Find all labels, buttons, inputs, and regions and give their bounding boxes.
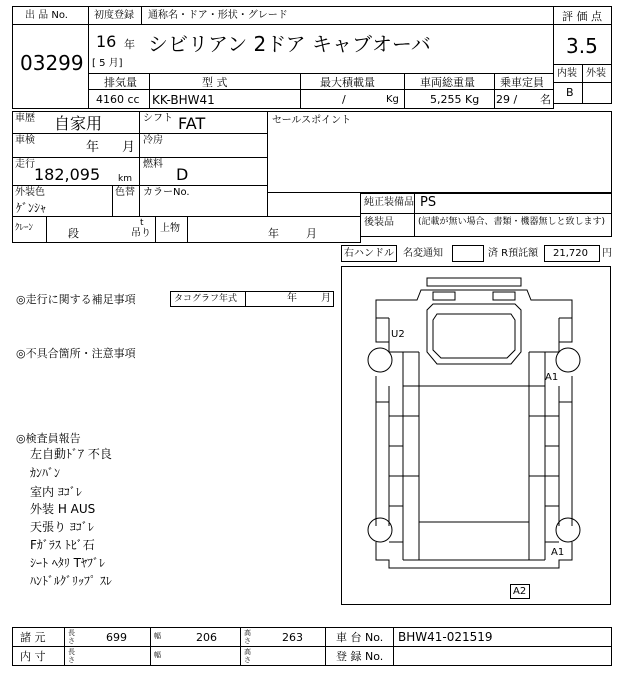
mileage-unit: km: [118, 174, 132, 184]
damage-mark-a1-front: A1: [545, 372, 559, 383]
lot-no-label: 出 品 No.: [25, 10, 68, 21]
tacho-label: タコグラフ年式: [174, 294, 238, 304]
inner-width-label: 幅: [154, 651, 161, 659]
length-label: 長さ: [68, 629, 75, 645]
history: 自家用: [54, 114, 103, 133]
exterior-color-label: 外装色: [15, 187, 45, 198]
name-change-box: [452, 245, 484, 262]
reg-label: 登 録 No.: [336, 650, 384, 663]
rear-left-wheel: [368, 518, 392, 542]
interior-grade: B: [566, 86, 574, 99]
front-lamp-left: [433, 292, 455, 300]
score: 3.5: [566, 34, 598, 58]
shift: FAT: [178, 114, 206, 133]
gross-weight: 5,255 Kg: [430, 93, 480, 106]
lot-no: 03299: [20, 51, 84, 75]
dims-label: 諸 元: [20, 631, 46, 644]
width-label: 幅: [154, 632, 161, 640]
inspector-line: Fｶﾞﾗｽ ﾄﾋﾞ石: [30, 538, 95, 552]
inspector-line: ｼｰﾄ ﾍﾀﾘ Tﾔﾌﾞﾚ: [30, 556, 105, 570]
windshield: [427, 304, 521, 364]
max-load-label: 最大積載量: [320, 76, 375, 89]
color-no-label: 色替: [115, 187, 135, 198]
mileage: 182,095: [34, 165, 101, 184]
rear-body: [376, 542, 572, 568]
height-label: 高さ: [244, 629, 251, 645]
length: 699: [106, 631, 127, 644]
chassis-label: 車 台 No.: [336, 631, 384, 644]
exterior-color: ｹﾞﾝｼｬ: [16, 201, 47, 215]
roof: [419, 386, 529, 522]
inner-height-label: 高さ: [244, 648, 251, 664]
aftermarket-note: (記載が無い場合、書類・機器無しと致します): [418, 217, 606, 227]
front-left-wheel: [368, 348, 392, 372]
sales-point-label: セールスポイント: [272, 115, 352, 126]
crane-t: t: [140, 218, 144, 228]
max-load-unit: Kg: [386, 94, 399, 105]
upper-year: 年: [268, 227, 279, 240]
upper-label: 上物: [160, 223, 180, 234]
damage-mark-u2: U2: [391, 329, 405, 340]
mileage-label: 走行: [15, 159, 35, 170]
first-reg-year: 16: [96, 32, 117, 51]
front-right-wheel: [556, 348, 580, 372]
fuel-label: 燃料: [143, 159, 163, 170]
front-lamp-right: [493, 292, 515, 300]
genuine-equipment-label: 純正装備品: [364, 197, 414, 208]
vehicle-diagram: [341, 266, 611, 605]
genuine-equipment: PS: [420, 195, 437, 210]
damage-mark-a2: A2: [513, 586, 527, 597]
first-reg-month: [ 5 月]: [92, 58, 123, 69]
inner-label: 内 寸: [20, 650, 46, 663]
chassis-no: BHW41-021519: [398, 630, 493, 644]
details-left: [12, 111, 268, 217]
displacement: 4160 cc: [96, 93, 140, 106]
type: KK-BHW41: [152, 93, 215, 107]
capacity-unit: 名: [540, 93, 551, 106]
crane-hoist: 吊り: [131, 228, 151, 239]
upper-month: 月: [306, 227, 317, 240]
windshield-inner: [433, 314, 515, 358]
tacho-month: 月: [321, 293, 331, 304]
inspection-year: 年: [86, 140, 100, 155]
inspector-line: ｶﾝﾊﾞﾝ: [30, 466, 61, 480]
exterior-label: 外装: [586, 68, 606, 79]
interior-label: 内装: [557, 68, 577, 79]
model-name: シビリアン 2ドア キャブオーバ: [148, 32, 431, 56]
recycle-unit: 円: [602, 248, 612, 259]
steering: 右ハンドル: [344, 248, 394, 259]
capacity: 29 /: [496, 93, 518, 106]
inspection-month: 月: [122, 140, 136, 155]
max-load: /: [342, 93, 346, 106]
score-label: 評 価 点: [562, 10, 602, 23]
shift-label: シフト: [143, 113, 173, 124]
history-label: 車歴: [15, 113, 35, 124]
height: 263: [282, 631, 303, 644]
ac-label: 冷房: [143, 135, 163, 146]
inspection-label: 車検: [15, 135, 35, 146]
inspector-line: 室内 ﾖｺﾞﾚ: [30, 485, 82, 499]
gross-weight-label: 車両総重量: [420, 76, 475, 89]
type-label: 型 式: [202, 76, 228, 89]
running-notes-label: ◎走行に関する補足事項: [16, 293, 136, 306]
name-change-label: 名変通知: [403, 248, 443, 259]
crane-stage: 段: [68, 227, 79, 240]
fuel: D: [176, 165, 189, 184]
capacity-label: 乗車定員: [500, 76, 544, 89]
inner-length-label: 長さ: [68, 648, 75, 664]
recycle-label: 済 R預託額: [488, 248, 539, 259]
inspector-line: 天張り ﾖｺﾞﾚ: [30, 520, 94, 534]
aftermarket-label: 後装品: [364, 217, 394, 228]
defects-label: ◎不具合箇所・注意事項: [16, 347, 136, 360]
inspector-line: ﾊﾝﾄﾞﾙｸﾞﾘｯﾌﾟ ｽﾚ: [30, 574, 112, 588]
first-reg-year-unit: 年: [124, 38, 135, 51]
crane-label: ｸﾚｰﾝ: [15, 223, 34, 233]
tacho-year: 年: [287, 293, 297, 304]
first-reg-label: 初度登録: [94, 10, 134, 21]
model-name-label: 通称名・ドア・形状・グレード: [148, 10, 288, 21]
inspector-line: 外装 H AUS: [30, 502, 96, 516]
front-bumper: [427, 278, 521, 286]
recycle-amount: 21,720: [553, 248, 588, 259]
rear-right-wheel: [556, 518, 580, 542]
width: 206: [196, 631, 217, 644]
inspector-label: ◎検査員報告: [16, 432, 81, 445]
color-code-label: カラーNo.: [143, 187, 190, 198]
displacement-label: 排気量: [104, 76, 137, 89]
damage-mark-a1-rear: A1: [551, 547, 565, 558]
inspector-line: 左自動ﾄﾞｱ 不良: [30, 447, 112, 461]
